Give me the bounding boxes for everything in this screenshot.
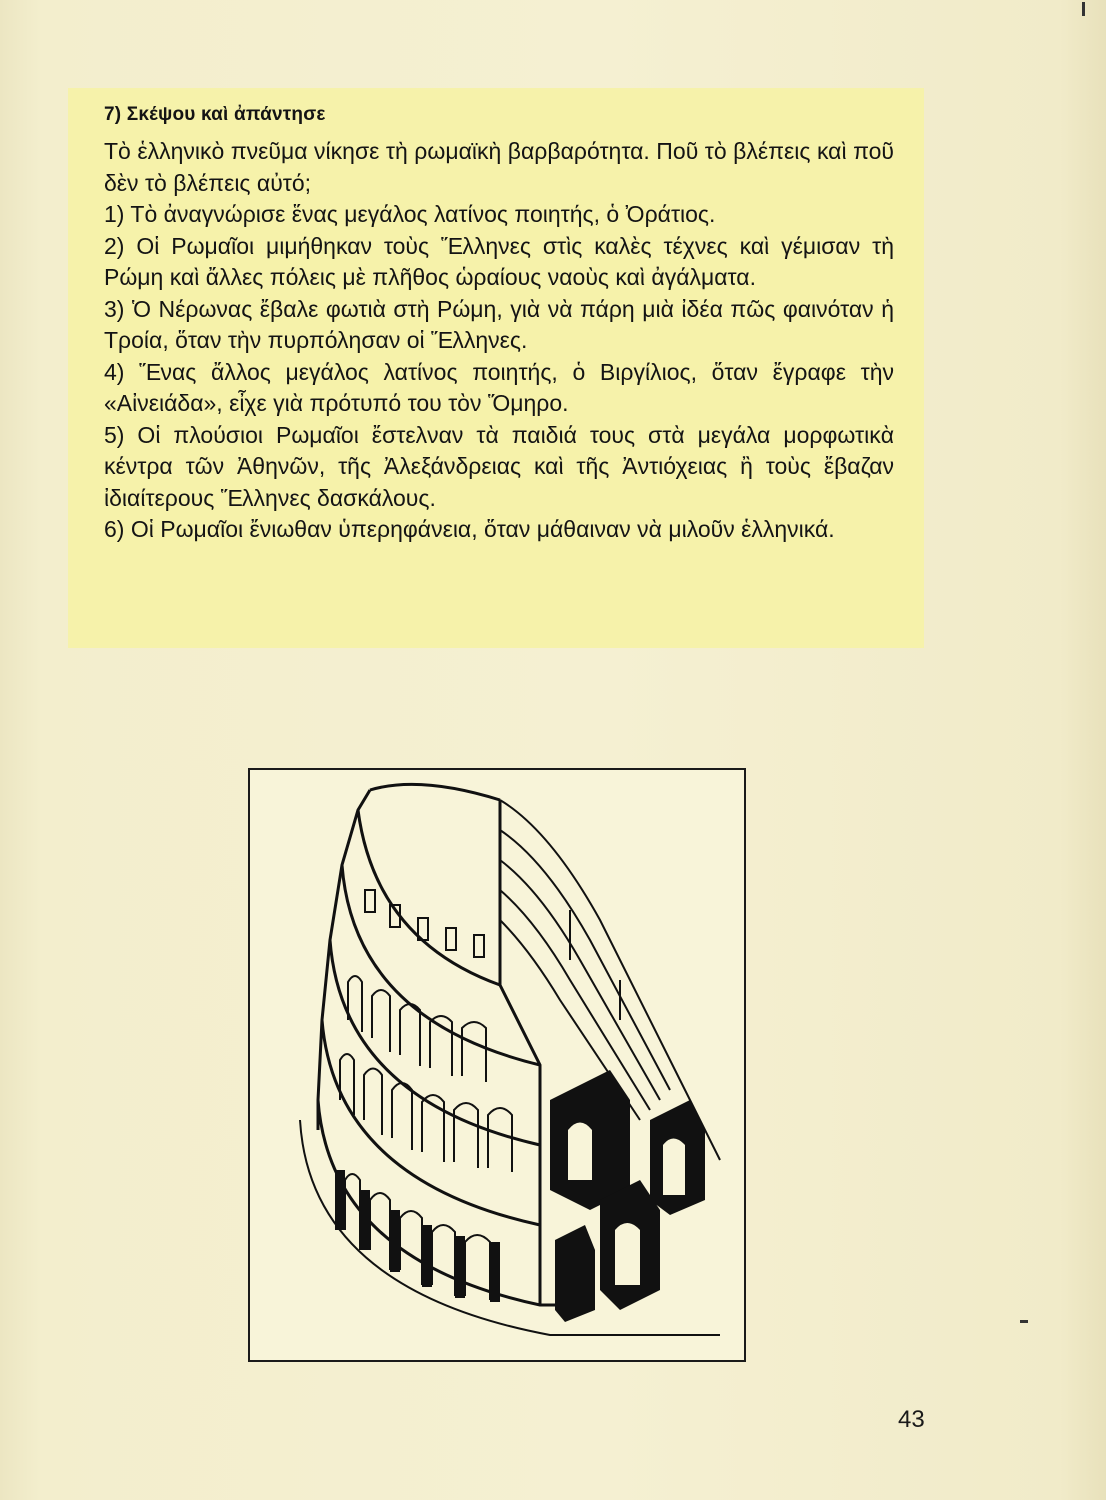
exercise-title: 7) Σκέψου καὶ ἀπάντησε <box>104 104 326 125</box>
margin-mark <box>1020 1320 1028 1323</box>
page-number: 43 <box>898 1406 925 1433</box>
colosseum-figure <box>248 768 746 1362</box>
exercise-section <box>104 104 894 546</box>
scan-edge-mark <box>1082 2 1085 16</box>
colosseum-illustration <box>250 770 744 1360</box>
exercise-body: Τὸ ἑλληνικὸ πνεῦμα νίκησε τὴ ρωμαϊκὴ βαρβαρότητα. Ποῦ τὸ βλέπεις καὶ ποῦ δὲν τὸ βλέπεις αὐτό; 1) Τὸ ἀναγνώρισε ἕνας μεγάλος λατίνος ποιητής, ὁ Ὀράτιος. 2) Οἱ Ρωμαῖοι μιμήθηκαν τοὺς Ἕλληνες στὶς καλὲς τέχνες καὶ γέμισαν τὴ Ρώμη καὶ ἄλλες πόλεις μὲ πλῆθος ὡραίους ναοὺς καὶ ἀγάλματα. 3) Ὁ Νέρωνας ἔβαλε φωτιὰ στὴ Ρώμη, γιὰ νὰ πάρη μιὰ ἰδέα πῶς φαινόταν ἡ Τροία, ὅταν τὴν πυρπόλησαν οἱ Ἕλληνες. 4) Ἕνας ἄλλος μεγάλος λατίνος ποιητής, ὁ Βιργίλιος, ὅταν ἔγραφε τὴν «Αἰνειάδα», εἶχε γιὰ πρότυπό του τὸν Ὅμηρο. 5) Οἱ πλούσιοι Ρωμαῖοι ἔστελναν τὰ παιδιά τους στὰ μεγάλα μορφωτικὰ κέντρα τῶν Ἀθηνῶν, τῆς Ἀλεξάνδρειας καὶ τῆς Ἀντιόχειας ἢ τοὺς ἔβαζαν ἰδιαίτερους Ἕλληνες δασκάλους. 6) Οἱ Ρωμαῖοι ἔνιωθαν ὑπερηφάνεια, ὅταν μάθαιναν νὰ μιλοῦν ἑλληνικά. <box>104 138 894 542</box>
